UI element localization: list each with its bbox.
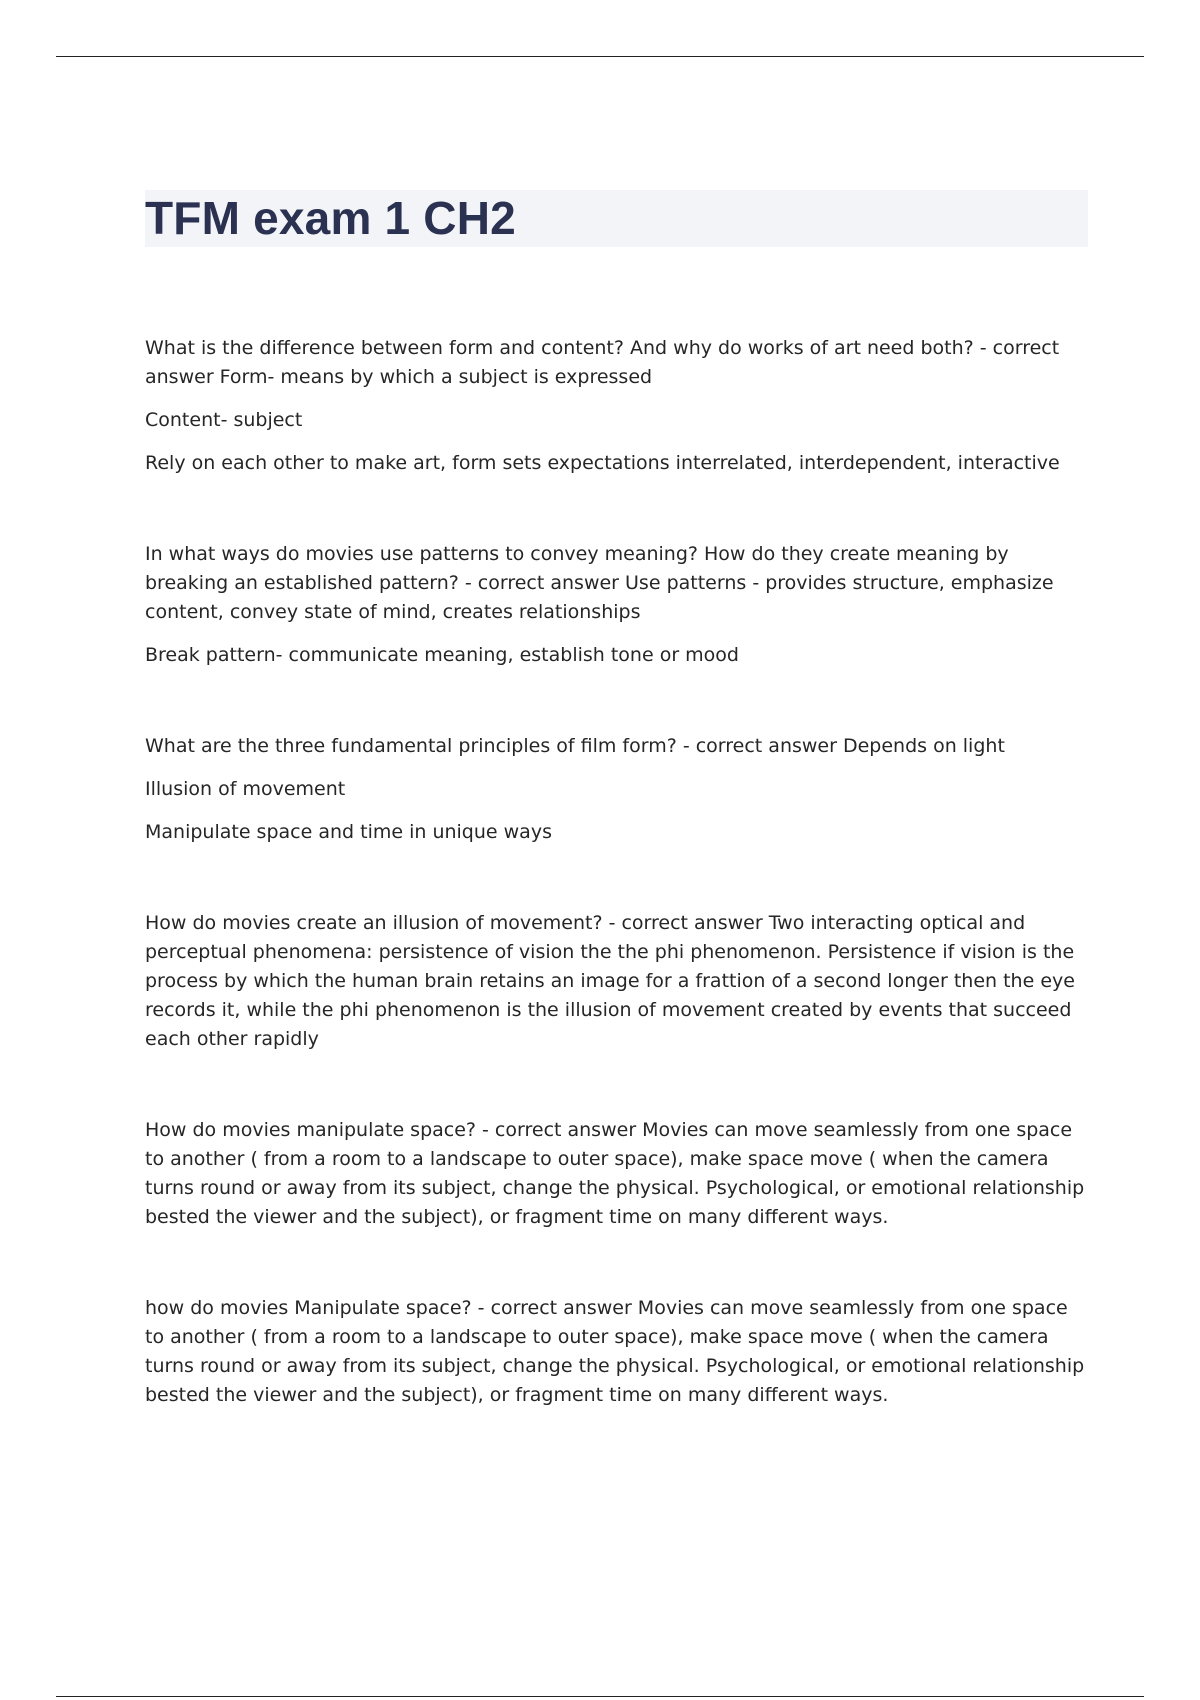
qa-entry-6 bbox=[145, 1294, 1090, 1410]
qa-answer-line: Content- subject bbox=[145, 409, 303, 431]
qa-question-answer: What are the three fundamental principles of film form? - correct answer Depends on light bbox=[145, 735, 1005, 757]
qa-question-answer: What is the difference between form and content? And why do works of art need both? - correct answer Form- means by which a subject is expressed bbox=[145, 337, 1060, 388]
qa-question-answer: How do movies create an illusion of movement? - correct answer Two interacting optical and perceptual phenomena: persistence of vision the the phi phenomenon. Persistence if vision is the process by which the human brain retains an image for a frattion of a second longer then the eye records it, while the phi phenomenon is the illusion of movement created by events that succeed each other rapidly bbox=[145, 912, 1075, 1050]
qa-entry-3 bbox=[145, 732, 1090, 847]
title-banner bbox=[145, 190, 1088, 247]
qa-question-answer: how do movies Manipulate space? - correct answer Movies can move seamlessly from one space to another ( from a room to a landscape to outer space), make space move ( when the camera turns round or away from its subject, change the physical. Psychological, or emotional relationship bested the viewer and the subject), or fragment time on many different ways. bbox=[145, 1297, 1085, 1406]
qa-question-answer: How do movies manipulate space? - correct answer Movies can move seamlessly from one space to another ( from a room to a landscape to outer space), make space move ( when the camera turns round or away from its subject, change the physical. Psychological, or emotional relationship bested the viewer and the subject), or fragment time on many different ways. bbox=[145, 1119, 1085, 1228]
qa-list bbox=[145, 334, 1090, 1472]
qa-entry-5 bbox=[145, 1116, 1090, 1232]
qa-answer-line: Illusion of movement bbox=[145, 778, 346, 800]
page-title: TFM exam 1 CH2 bbox=[145, 192, 516, 244]
qa-entry-4 bbox=[145, 909, 1090, 1054]
qa-entry-2 bbox=[145, 540, 1090, 670]
qa-entry-1 bbox=[145, 334, 1090, 478]
qa-answer-line: Manipulate space and time in unique ways bbox=[145, 821, 552, 843]
qa-question-answer: In what ways do movies use patterns to convey meaning? How do they create meaning by breaking an established pattern? - correct answer Use patterns - provides structure, emphasize content, convey state of mind, creates relationships bbox=[145, 543, 1054, 623]
top-rule bbox=[56, 56, 1144, 57]
bottom-rule bbox=[56, 1696, 1144, 1697]
qa-answer-line: Rely on each other to make art, form sets expectations interrelated, interdependent, interactive bbox=[145, 452, 1060, 474]
qa-answer-line: Break pattern- communicate meaning, establish tone or mood bbox=[145, 644, 739, 666]
